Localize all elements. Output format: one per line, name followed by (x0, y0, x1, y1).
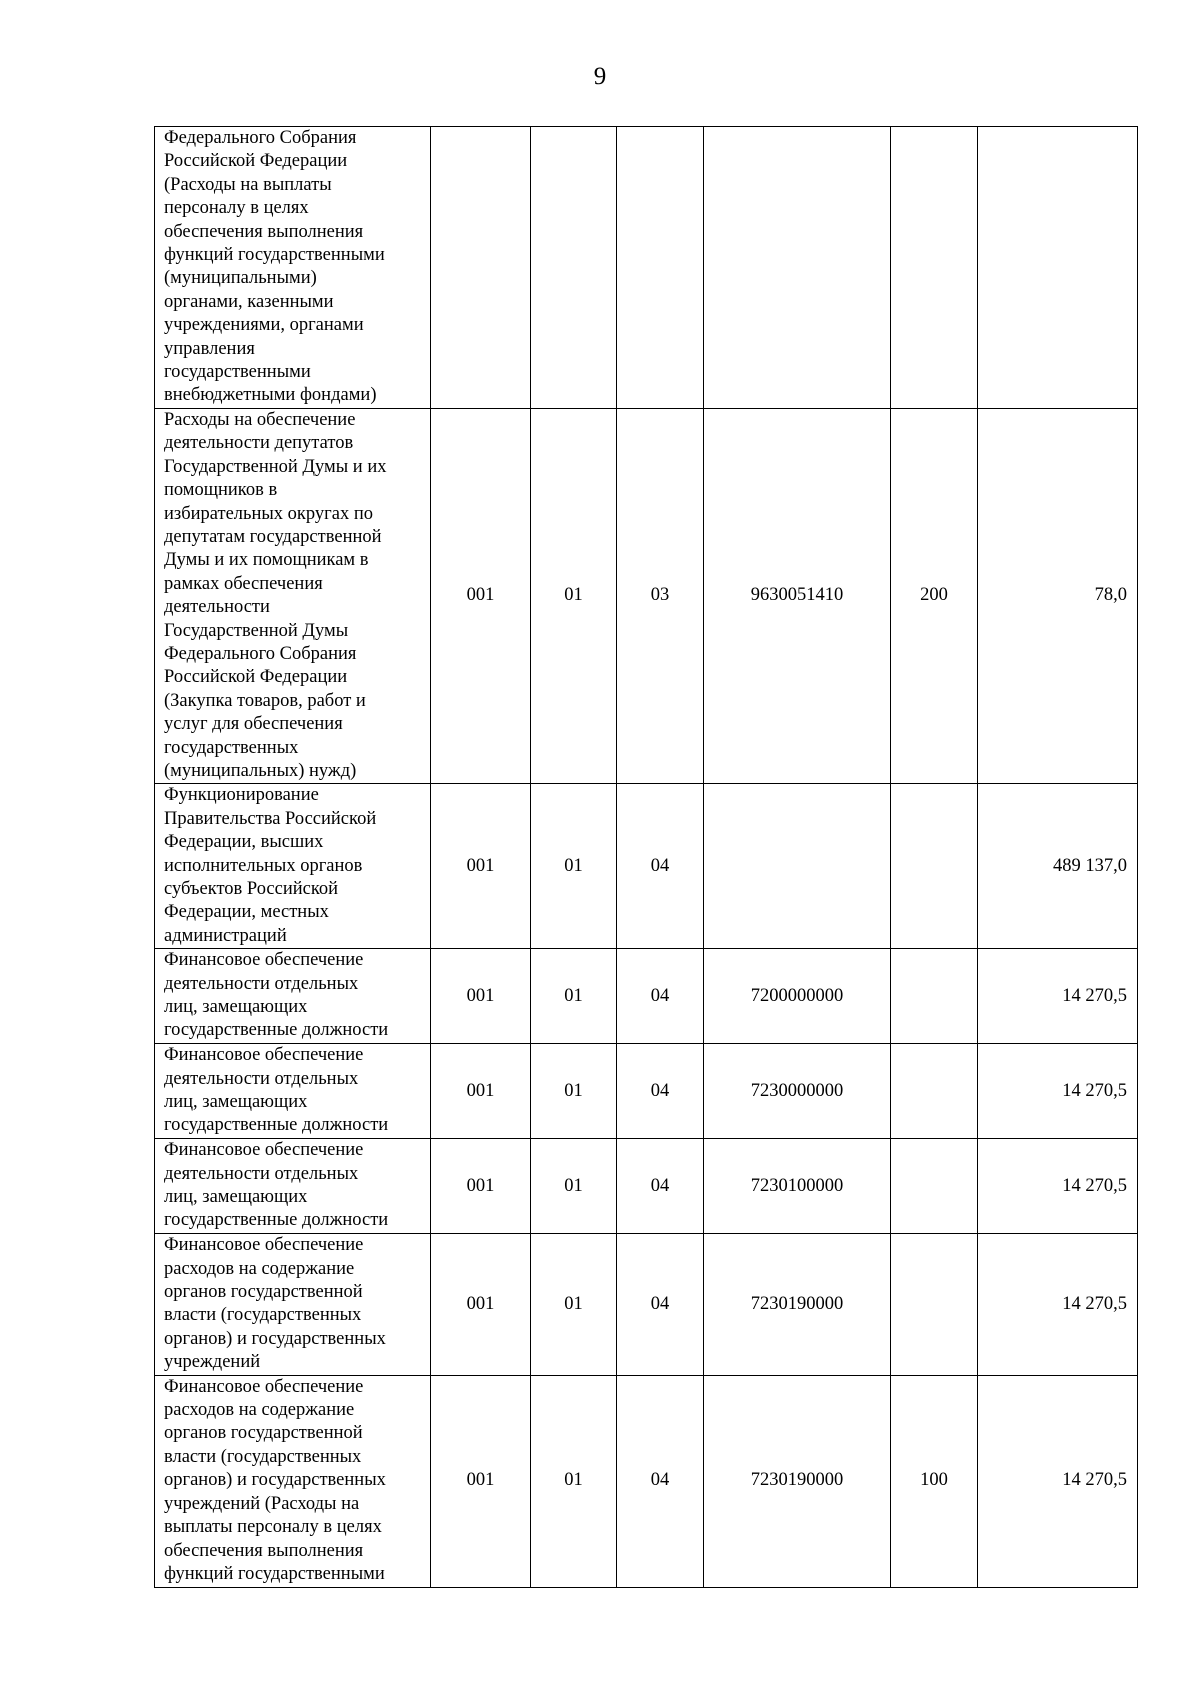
cell-ved: 001 (431, 1234, 531, 1375)
cell-amount: 14 270,5 (978, 1139, 1138, 1234)
cell-vr (891, 949, 978, 1044)
cell-amount (978, 127, 1138, 409)
cell-vr: 200 (891, 408, 978, 784)
cell-name: Финансовое обеспечение расходов на содержание органов государственной власти (государственных органов) и государственных учреждений (155, 1234, 431, 1375)
cell-ved: 001 (431, 784, 531, 949)
cell-rz: 01 (531, 1234, 617, 1375)
cell-csr: 7230000000 (704, 1044, 891, 1139)
cell-ved (431, 127, 531, 409)
cell-amount: 14 270,5 (978, 1234, 1138, 1375)
cell-vr: 100 (891, 1375, 978, 1587)
table-row (155, 127, 1138, 409)
cell-csr: 7200000000 (704, 949, 891, 1044)
cell-pr: 04 (617, 1139, 704, 1234)
cell-name: Финансовое обеспечение деятельности отдельных лиц, замещающих государственные должности (155, 1044, 431, 1139)
cell-csr: 9630051410 (704, 408, 891, 784)
cell-csr: 7230190000 (704, 1375, 891, 1587)
budget-table (154, 126, 1138, 1588)
table-row (155, 1139, 1138, 1234)
cell-pr: 04 (617, 1044, 704, 1139)
cell-rz: 01 (531, 1044, 617, 1139)
cell-ved: 001 (431, 949, 531, 1044)
cell-amount: 14 270,5 (978, 1044, 1138, 1139)
cell-amount: 489 137,0 (978, 784, 1138, 949)
cell-rz: 01 (531, 408, 617, 784)
cell-ved: 001 (431, 1375, 531, 1587)
table-row (155, 949, 1138, 1044)
cell-vr (891, 1044, 978, 1139)
cell-rz (531, 127, 617, 409)
cell-ved: 001 (431, 1044, 531, 1139)
cell-pr: 04 (617, 1234, 704, 1375)
cell-pr: 04 (617, 1375, 704, 1587)
table-row (155, 784, 1138, 949)
table-row (155, 1044, 1138, 1139)
cell-pr: 03 (617, 408, 704, 784)
cell-name: Расходы на обеспечение деятельности депутатов Государственной Думы и их помощников в избирательных округах по депутатам государственной Думы и их помощникам в рамках обеспечения деятельности Государственной Думы Федерального Собрания Российской Федерации (Закупка товаров, работ и услуг для обеспечения государственных (муниципальных) нужд) (155, 408, 431, 784)
page-number: 9 (593, 63, 607, 90)
cell-rz: 01 (531, 1375, 617, 1587)
cell-csr (704, 784, 891, 949)
table-row (155, 408, 1138, 784)
cell-csr: 7230190000 (704, 1234, 891, 1375)
cell-vr (891, 1139, 978, 1234)
cell-name: Финансовое обеспечение расходов на содержание органов государственной власти (государственных органов) и государственных учреждений (Расходы на выплаты персоналу в целях обеспечения выполнения функций государственными (155, 1375, 431, 1587)
cell-ved: 001 (431, 1139, 531, 1234)
cell-amount: 78,0 (978, 408, 1138, 784)
cell-rz: 01 (531, 1139, 617, 1234)
cell-amount: 14 270,5 (978, 949, 1138, 1044)
cell-pr: 04 (617, 784, 704, 949)
cell-ved: 001 (431, 408, 531, 784)
cell-name: Финансовое обеспечение деятельности отдельных лиц, замещающих государственные должности (155, 949, 431, 1044)
cell-name: Функционирование Правительства Российской Федерации, высших исполнительных органов субъектов Российской Федерации, местных администраций (155, 784, 431, 949)
cell-csr (704, 127, 891, 409)
cell-csr: 7230100000 (704, 1139, 891, 1234)
cell-vr (891, 1234, 978, 1375)
cell-name: Финансовое обеспечение деятельности отдельных лиц, замещающих государственные должности (155, 1139, 431, 1234)
table-row (155, 1375, 1138, 1587)
cell-rz: 01 (531, 949, 617, 1044)
cell-vr (891, 127, 978, 409)
cell-rz: 01 (531, 784, 617, 949)
cell-vr (891, 784, 978, 949)
cell-amount: 14 270,5 (978, 1375, 1138, 1587)
cell-pr (617, 127, 704, 409)
cell-name: Федерального Собрания Российской Федерации (Расходы на выплаты персоналу в целях обеспечения выполнения функций государственными (муниципальными) органами, казенными учреждениями, органами управления государственными внебюджетными фондами) (155, 127, 431, 409)
table-row (155, 1234, 1138, 1375)
cell-pr: 04 (617, 949, 704, 1044)
